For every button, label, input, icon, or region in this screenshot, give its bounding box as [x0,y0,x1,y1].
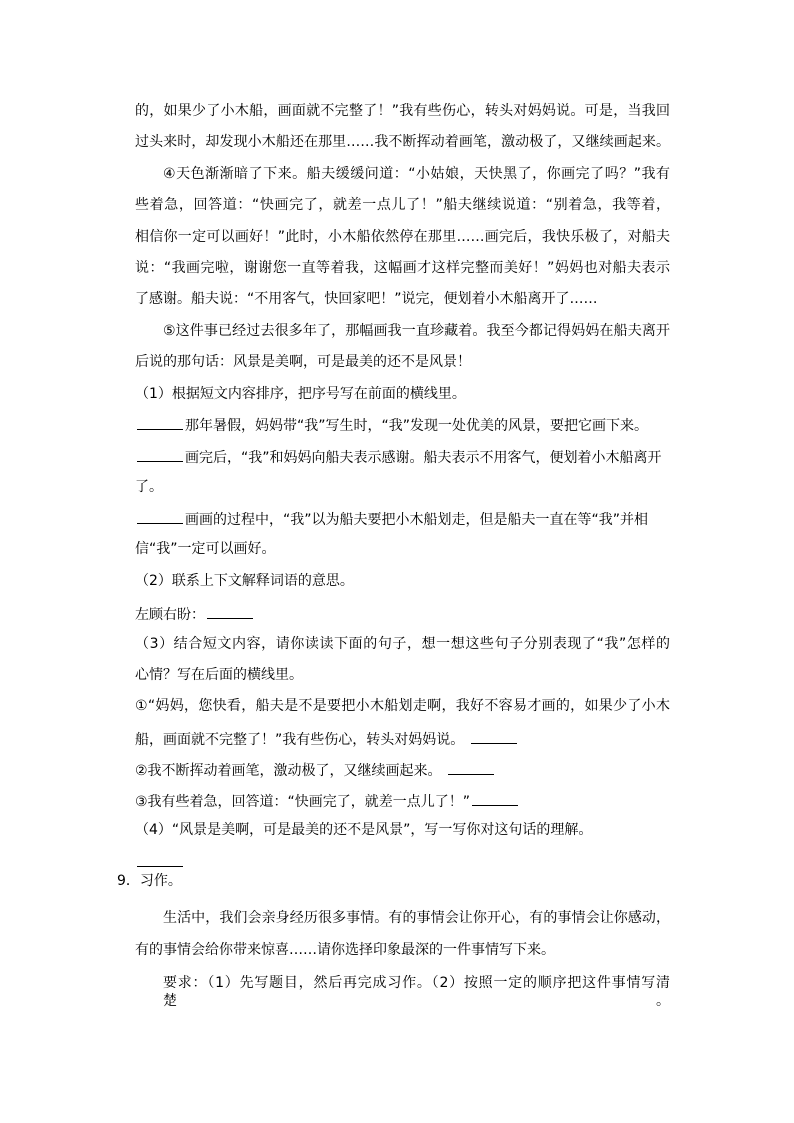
question-4-answer [135,852,185,870]
question-9-paragraph: 生活中，我们会亲身经历很多事情。有的事情会让你开心，有的事情会让你感动， [163,910,670,926]
question-1-prompt: （1）根据短文内容排序，把序号写在前面的横线里。 [135,386,466,402]
passage-paragraph-5: ⑤这件事已经过去很多年了，那幅画我一直珍藏着。我至今都记得妈妈在船夫离开 [163,323,670,339]
question-1-item-3-cont: 信“我”一定可以画好。 [135,541,276,557]
answer-blank[interactable] [472,791,518,806]
question-9-title: 9．习作。 [117,873,182,889]
item-text: 画完后，“我”和妈妈向船夫表示感谢。船夫表示不用客气，便划着小木船离开 [185,450,662,466]
answer-blank[interactable] [137,852,183,867]
passage-paragraph-4: ④天色渐渐暗了下来。船夫缓缓问道：“小姑娘，天快黑了，你画完了吗？”我有 [163,166,670,182]
question-9-requirements: 要求：（1）先写题目，然后再完成习作。（2）按照一定的顺序把这件事情写清楚。 [163,975,670,1009]
word-label: 左顾右盼： [135,607,205,623]
sentence-text: ③我有些着急，回答道：“快画完了，就差一点儿了！” [135,794,471,810]
passage-line: 的，如果少了小木船，画面就不完整了！”我有些伤心，转头对妈妈说。可是，当我回 [135,103,670,119]
question-1-item-2-cont: 了。 [135,479,163,495]
answer-blank[interactable] [448,760,494,775]
question-3-sentence-2 [135,760,496,778]
passage-line: 些着急，回答道：“快画完了，就差一点儿了！”船夫继续说道：“别着急，我等着， [135,197,670,213]
item-text: 画画的过程中，“我”以为船夫要把小木船划走，但是船夫一直在等“我”并相 [185,512,649,528]
passage-line: 说：“我画完啦，谢谢您一直等着我，这幅画才这样完整而美好！”妈妈也对船夫表示 [135,260,670,276]
question-9-paragraph-cont: 有的事情会给你带来惊喜……请你选择印象最深的一件事情写下来。 [135,942,555,958]
sentence-text: 船，画面就不完整了！”我有些伤心，转头对妈妈说。 [135,732,465,748]
question-3-sentence-3 [135,791,520,809]
question-4-prompt: （4）“风景是美啊，可是最美的还不是风景”，写一写你对这句话的理解。 [135,822,593,838]
question-3-prompt: （3）结合短文内容，请你读读下面的句子，想一想这些句子分别表现了“我”怎样的 [135,636,670,652]
answer-blank[interactable] [137,447,183,462]
answer-blank[interactable] [137,415,183,430]
passage-line: 过头来时，却发现小木船还在那里……我不断挥动着画笔，激动极了，又继续画起来。 [135,134,670,150]
question-3-prompt-cont: 心情？写在后面的横线里。 [135,667,303,683]
question-1-item-1 [135,415,648,433]
question-1-item-2 [135,447,662,465]
passage-line: 后说的那句话：风景是美啊，可是最美的还不是风景！ [135,354,471,370]
passage-line: 了感谢。船夫说：“不用客气，快回家吧！”说完，便划着小木船离开了…… [135,291,598,307]
question-2-prompt: （2）联系上下文解释词语的意思。 [135,573,354,589]
answer-blank[interactable] [471,729,517,744]
question-1-item-3 [135,509,648,527]
question-2-word [135,604,255,622]
sentence-text: ②我不断挥动着画笔，激动极了，又继续画起来。 [135,763,442,779]
answer-blank[interactable] [207,604,253,619]
answer-blank[interactable] [137,509,183,524]
question-3-sentence-1-cont [135,729,519,747]
item-text: 那年暑假，妈妈带“我”写生时，“我”发现一处优美的风景，要把它画下来。 [185,418,649,434]
passage-line: 相信你一定可以画好！”此时，小木船依然停在那里……画完后，我快乐极了，对船夫 [135,229,670,245]
question-3-sentence-1: ①“妈妈，您快看，船夫是不是要把小木船划走啊，我好不容易才画的，如果少了小木 [135,698,670,714]
